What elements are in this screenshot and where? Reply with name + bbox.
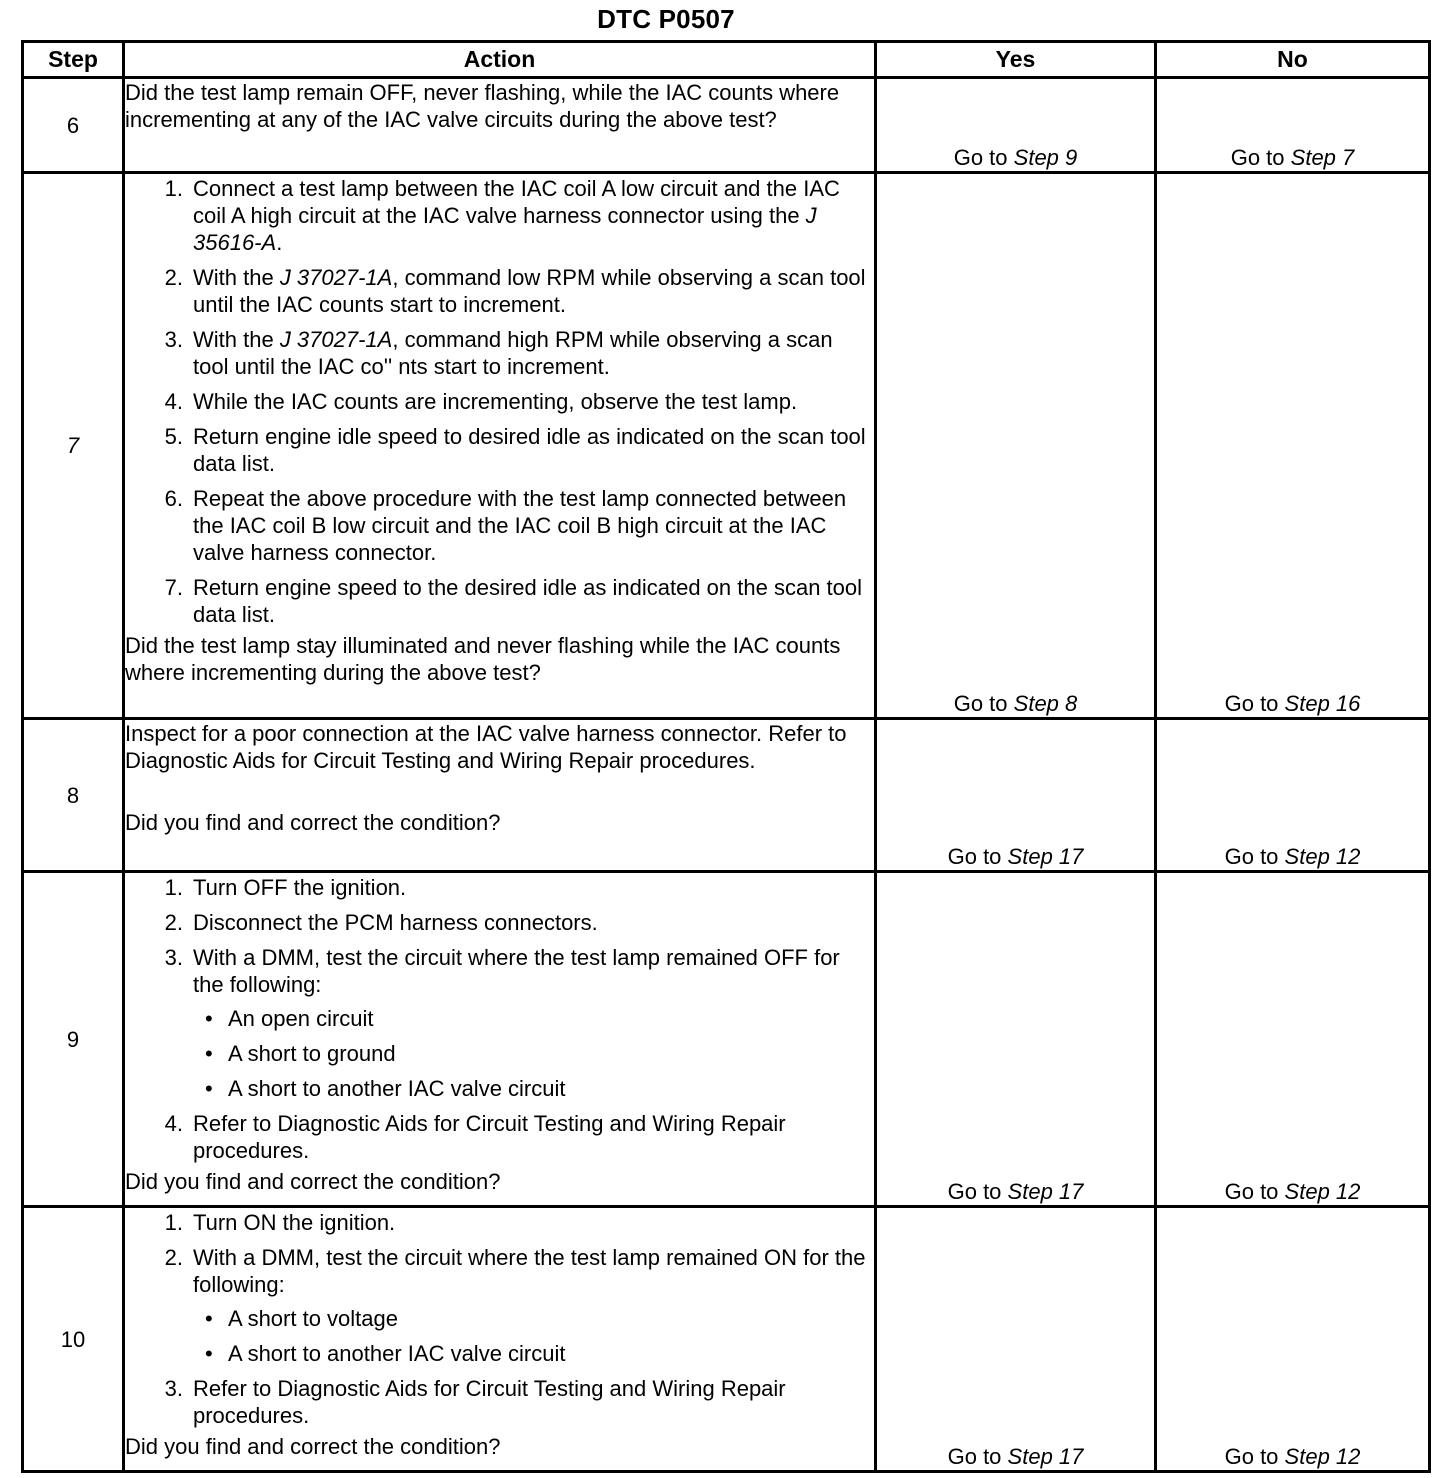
item-number: 2. [164, 910, 183, 935]
list-item [125, 574, 874, 628]
item-text: Return engine idle speed to desired idle as indicated on the scan tool data list. [193, 424, 866, 476]
item-text: With a DMM, test the circuit where the test lamp remained ON for the following: • A short to voltage • A short to another IAC valve circuit [193, 1244, 874, 1367]
go-to-link[interactable] [1225, 1443, 1361, 1470]
no-cell [1156, 173, 1430, 719]
go-to-link[interactable] [1225, 843, 1361, 870]
table-row-step-6 [23, 78, 1430, 173]
procedure-list [125, 175, 874, 628]
action-cell [124, 78, 876, 173]
list-item [125, 175, 874, 256]
procedure-list [125, 1209, 874, 1429]
go-prefix: Go to [1224, 691, 1279, 716]
bullet-item: • An open circuit [193, 1005, 874, 1032]
go-prefix: Go to [953, 145, 1008, 170]
item-number: 1. [164, 875, 183, 900]
yes-cell [876, 78, 1156, 173]
item-text: Turn OFF the ignition. [193, 875, 407, 900]
item-number: 7. [164, 575, 183, 600]
bullet-item: • A short to another IAC valve circuit [193, 1340, 874, 1367]
action-cell [124, 173, 876, 719]
action-cell [124, 719, 876, 872]
step-ref: Step 8 [1013, 691, 1078, 716]
bullet-icon: • [205, 1306, 213, 1331]
step-number: 7 [23, 173, 124, 719]
step-ref: Step 16 [1284, 691, 1361, 716]
table-row-step-10 [23, 1207, 1430, 1472]
table-row-step-8 [23, 719, 1430, 872]
item-number: 1. [164, 176, 183, 201]
go-to-link[interactable] [948, 1443, 1084, 1470]
item-number: 6. [164, 486, 183, 511]
action-cell [124, 872, 876, 1207]
go-to-link[interactable] [1225, 1178, 1361, 1205]
go-prefix: Go to [1224, 1179, 1279, 1204]
item-text: Refer to Diagnostic Aids for Circuit Testing and Wiring Repair procedures. [193, 1111, 786, 1163]
no-cell [1156, 719, 1430, 872]
bullet-item: • A short to another IAC valve circuit [193, 1075, 874, 1102]
action-cell [124, 1207, 876, 1472]
bullet-item: • A short to voltage [193, 1305, 874, 1332]
step-ref: Step 9 [1013, 145, 1078, 170]
item-text: While the IAC counts are incrementing, observe the test lamp. [193, 389, 798, 414]
step-ref: Step 12 [1284, 1179, 1361, 1204]
yes-cell [876, 173, 1156, 719]
go-prefix: Go to [1224, 1444, 1279, 1469]
table-row-step-9 [23, 872, 1430, 1207]
go-prefix: Go to [947, 1179, 1002, 1204]
item-number: 2. [164, 265, 183, 290]
go-prefix: Go to [953, 691, 1008, 716]
header-step: Step [23, 42, 124, 78]
item-number: 3. [164, 945, 183, 970]
intro-text: Inspect for a poor connection at the IAC valve harness connector. Refer to Diagnostic Aids for Circuit Testing and Wiring Repair procedures. [125, 721, 847, 773]
item-text: Connect a test lamp between the IAC coil A low circuit and the IAC coil A high circuit at the IAC valve harness connector using the J 35616-A. [193, 176, 840, 255]
item-text: With a DMM, test the circuit where the test lamp remained OFF for the following: • An open circuit • A short to ground • A short to another IAC valve circuit [193, 944, 874, 1102]
header-no: No [1156, 42, 1430, 78]
item-text: Repeat the above procedure with the test lamp connected between the IAC coil B low circuit and the IAC coil B high circuit at the IAC valve harness connector. [193, 486, 847, 565]
list-item [125, 485, 874, 566]
go-to-link[interactable] [1225, 690, 1361, 717]
diagnostic-table [21, 40, 1431, 1473]
bullet-list [193, 1305, 874, 1367]
step-ref: Step 17 [1007, 1444, 1084, 1469]
item-text: Return engine speed to the desired idle as indicated on the scan tool data list. [193, 575, 863, 627]
go-prefix: Go to [1224, 844, 1279, 869]
tool-ref: J 37027-1A [279, 327, 393, 352]
item-number: 2. [164, 1245, 183, 1270]
list-item [125, 1244, 874, 1367]
procedure-list [125, 874, 874, 1164]
go-prefix: Go to [947, 1444, 1002, 1469]
step-ref: Step 12 [1284, 1444, 1361, 1469]
go-to-link[interactable] [954, 690, 1078, 717]
list-item [125, 944, 874, 1102]
item-text: With the J 37027-1A, command high RPM while observing a scan tool until the IAC co'' nts start to increment. [193, 327, 833, 379]
step-ref: Step 7 [1290, 145, 1355, 170]
item-number: 5. [164, 424, 183, 449]
bullet-list [193, 1005, 874, 1102]
list-item [125, 423, 874, 477]
tool-ref: J 35616-A [193, 203, 817, 255]
question-text: Did you find and correct the condition? [125, 810, 501, 835]
yes-cell [876, 719, 1156, 872]
bullet-icon: • [205, 1076, 213, 1101]
yes-cell [876, 872, 1156, 1207]
question-text: Did the test lamp remain OFF, never flashing, while the IAC counts where incrementing at any of the IAC valve circuits during the above test? [125, 80, 840, 132]
bullet-icon: • [205, 1041, 213, 1066]
step-ref: Step 17 [1007, 1179, 1084, 1204]
question-text: Did you find and correct the condition? [125, 1434, 501, 1459]
step-number: 8 [23, 719, 124, 872]
go-prefix: Go to [1230, 145, 1285, 170]
item-text: With the J 37027-1A, command low RPM while observing a scan tool until the IAC counts start to increment. [193, 265, 866, 317]
table-row-step-7 [23, 173, 1430, 719]
bullet-item: • A short to ground [193, 1040, 874, 1067]
list-item [125, 1375, 874, 1429]
tool-ref: J 37027-1A [279, 265, 393, 290]
list-item [125, 326, 874, 380]
step-number: 9 [23, 872, 124, 1207]
item-text: Refer to Diagnostic Aids for Circuit Testing and Wiring Repair procedures. [193, 1376, 786, 1428]
question-text: Did the test lamp stay illuminated and never flashing while the IAC counts where incrementing during the above test? [125, 633, 841, 685]
list-item [125, 1110, 874, 1164]
step-number: 6 [23, 78, 124, 173]
list-item [125, 1209, 874, 1236]
go-prefix: Go to [947, 844, 1002, 869]
item-number: 3. [164, 327, 183, 352]
go-to-link[interactable] [948, 843, 1084, 870]
item-number: 4. [164, 1111, 183, 1136]
no-cell [1156, 78, 1430, 173]
go-to-link[interactable] [948, 1178, 1084, 1205]
list-item [125, 264, 874, 318]
header-action: Action [124, 42, 876, 78]
item-text: Disconnect the PCM harness connectors. [193, 910, 598, 935]
list-item [125, 388, 874, 415]
item-number: 3. [164, 1376, 183, 1401]
item-number: 1. [164, 1210, 183, 1235]
step-number: 10 [23, 1207, 124, 1472]
item-text: Turn ON the ignition. [193, 1210, 396, 1235]
step-ref: Step 12 [1284, 844, 1361, 869]
item-number: 4. [164, 389, 183, 414]
no-cell [1156, 1207, 1430, 1472]
go-to-link[interactable] [1231, 144, 1355, 171]
step-ref: Step 17 [1007, 844, 1084, 869]
list-item [125, 874, 874, 901]
bullet-icon: • [205, 1341, 213, 1366]
yes-cell [876, 1207, 1156, 1472]
page-title: DTC P0507 [597, 4, 735, 34]
header-row [23, 42, 1430, 78]
list-item [125, 909, 874, 936]
go-to-link[interactable] [954, 144, 1078, 171]
no-cell [1156, 872, 1430, 1207]
question-text: Did you find and correct the condition? [125, 1169, 501, 1194]
header-yes: Yes [876, 42, 1156, 78]
bullet-icon: • [205, 1006, 213, 1031]
